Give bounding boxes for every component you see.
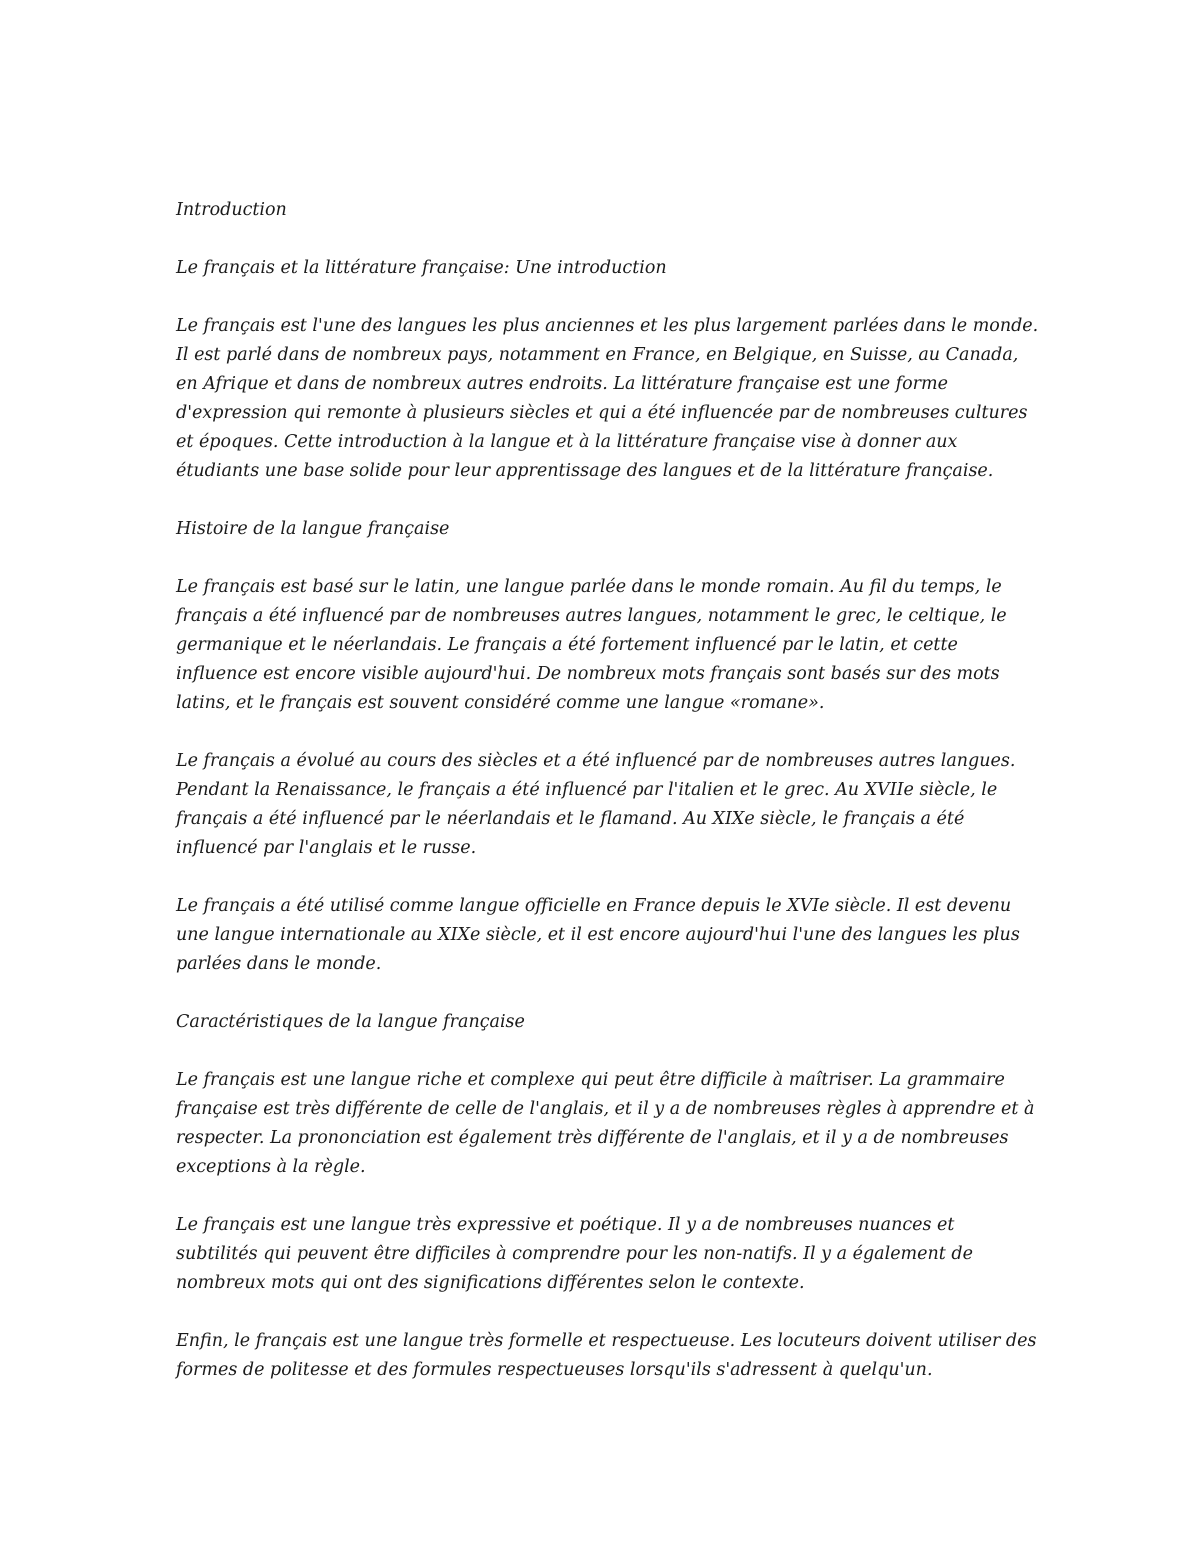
heading-histoire bbox=[176, 515, 1046, 544]
text-line: Enfin, le français est une langue très formelle et respectueuse. Les locuteurs doivent utiliser des bbox=[176, 1331, 1037, 1351]
paragraph-caracteristiques-2 bbox=[176, 1211, 1046, 1298]
paragraph-histoire-3 bbox=[176, 892, 1046, 979]
text-line: étudiants une base solide pour leur apprentissage des langues et de la littérature française. bbox=[176, 461, 994, 481]
text-line: d'expression qui remonte à plusieurs siècles et qui a été influencée par de nombreuses cultures bbox=[176, 403, 1028, 423]
heading-introduction bbox=[176, 196, 1046, 225]
paragraph-caracteristiques-3 bbox=[176, 1327, 1046, 1385]
text-line: respecter. La prononciation est également très différente de l'anglais, et il y a de nombreuses bbox=[176, 1128, 1009, 1148]
text-line: Le français est basé sur le latin, une langue parlée dans le monde romain. Au fil du temps, le bbox=[176, 577, 1002, 597]
paragraph-histoire-1 bbox=[176, 573, 1046, 718]
text-line: Le français et la littérature française: Une introduction bbox=[176, 258, 667, 278]
paragraph-intro bbox=[176, 312, 1046, 486]
text-line: Il est parlé dans de nombreux pays, notamment en France, en Belgique, en Suisse, au Canada, bbox=[176, 345, 1019, 365]
text-line: Le français est une langue très expressive et poétique. Il y a de nombreuses nuances et bbox=[176, 1215, 955, 1235]
text-line: Le français a été utilisé comme langue officielle en France depuis le XVIe siècle. Il est devenu bbox=[176, 896, 1012, 916]
text-line: Caractéristiques de la langue française bbox=[176, 1012, 525, 1032]
text-line: Le français est l'une des langues les plus anciennes et les plus largement parlées dans le monde. bbox=[176, 316, 1039, 336]
text-line: subtilités qui peuvent être difficiles à comprendre pour les non-natifs. Il y a également de bbox=[176, 1244, 973, 1264]
text-line: influence est encore visible aujourd'hui. De nombreux mots français sont basés sur des mots bbox=[176, 664, 1000, 684]
text-line: français a été influencé par le néerlandais et le flamand. Au XIXe siècle, le français a été bbox=[176, 809, 965, 829]
text-line: français a été influencé par de nombreuses autres langues, notamment le grec, le celtique, le bbox=[176, 606, 1007, 626]
text-line: française est très différente de celle de l'anglais, et il y a de nombreuses règles à apprendre et à bbox=[176, 1099, 1035, 1119]
document-title bbox=[176, 254, 1046, 283]
text-line: nombreux mots qui ont des significations différentes selon le contexte. bbox=[176, 1273, 805, 1293]
text-line: une langue internationale au XIXe siècle, et il est encore aujourd'hui l'une des langues les plus bbox=[176, 925, 1020, 945]
text-line: Le français a évolué au cours des siècles et a été influencé par de nombreuses autres langues. bbox=[176, 751, 1016, 771]
text-line: Pendant la Renaissance, le français a été influencé par l'italien et le grec. Au XVIIe siècle, le bbox=[176, 780, 998, 800]
text-line: et époques. Cette introduction à la langue et à la littérature française vise à donner aux bbox=[176, 432, 958, 452]
paragraph-histoire-2 bbox=[176, 747, 1046, 863]
heading-caracteristiques bbox=[176, 1008, 1046, 1037]
text-line: Histoire de la langue française bbox=[176, 519, 450, 539]
text-line: parlées dans le monde. bbox=[176, 954, 382, 974]
text-line: germanique et le néerlandais. Le français a été fortement influencé par le latin, et cette bbox=[176, 635, 958, 655]
document-body bbox=[176, 196, 1046, 1414]
paragraph-caracteristiques-1 bbox=[176, 1066, 1046, 1182]
text-line: latins, et le français est souvent considéré comme une langue «romane». bbox=[176, 693, 825, 713]
text-line: Introduction bbox=[176, 200, 287, 220]
text-line: en Afrique et dans de nombreux autres endroits. La littérature française est une forme bbox=[176, 374, 948, 394]
text-line: influencé par l'anglais et le russe. bbox=[176, 838, 477, 858]
text-line: exceptions à la règle. bbox=[176, 1157, 366, 1177]
text-line: Le français est une langue riche et complexe qui peut être difficile à maîtriser. La grammaire bbox=[176, 1070, 1005, 1090]
text-line: formes de politesse et des formules respectueuses lorsqu'ils s'adressent à quelqu'un. bbox=[176, 1360, 933, 1380]
